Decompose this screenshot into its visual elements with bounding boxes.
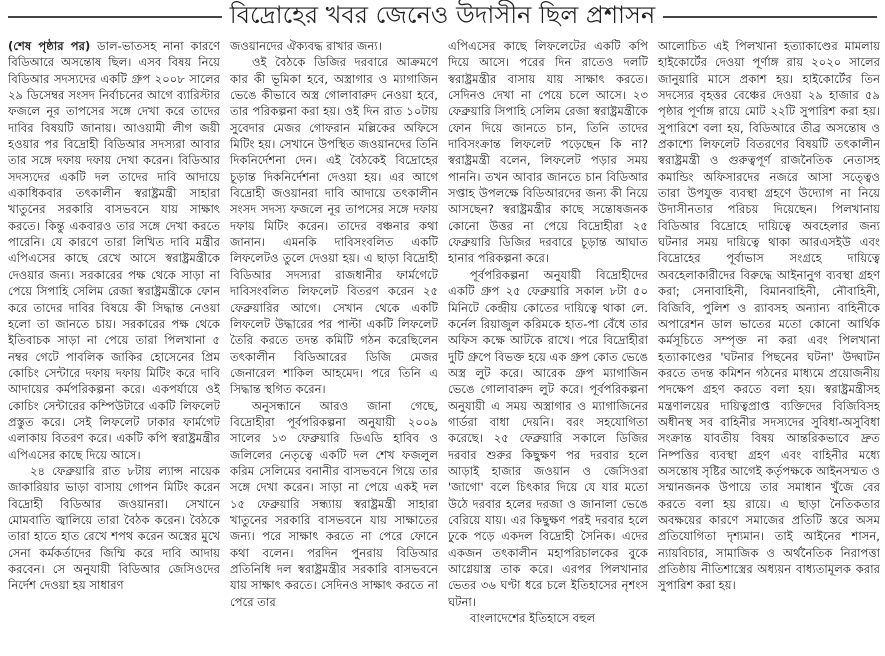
paragraph: জওয়ানদের ঐক্যবদ্ধ রাখার জন্য। bbox=[230, 39, 382, 53]
article-column-4 bbox=[658, 38, 880, 650]
paragraph: পূর্বপরিকল্পনা অনুযায়ী বিদ্রোহীদের একটি গ্রুপ ২৫ ফেব্রুয়ারি সকাল ৮টা ৫০ মিনিটে কেন্দ্রীয় কোতের দায়িত্বে থাকা লে. কর্নেল রিয়াজুল করিমকে হাত-পা বেঁধে তার অফিস কক্ষে আটকে রাখে। পরে বিদ্রোহীরা দুটি গ্রুপে বিভক্ত হয়ে এক গ্রুপ কোত ভেঙে অস্ত্র লুট করে। আরেক গ্রুপ ম্যাগাজিন ভেঙে গোলাবারুদ লুট করে। পূর্বপরিকল্পনা অনুযায়ী এ সময় অস্ত্রাগার ও ম্যাগাজিনের গার্ডরা বাধা দেয়নি। বরং সহযোগিতা করেছে। ২৫ ফেব্রুয়ারি সকালে ডিজির দরবার শুরুর কিছুক্ষণ পর দরবার হলে আড়াই হাজার জওয়ান ও জেসিওরা 'জাগো' বলে চিৎকার দিয়ে যে যার মতো উঠে দরবার হলের দরজা ও জানালা ভেঙে বেরিয়ে যায়। এর কিছুক্ষণ পরই দরবার হলে ঢুকে পড়ে একদল বিদ্রোহী সৈনিক। এদের একজন তৎকালীন মহাপরিচালকের বুকে আগ্নেয়াস্ত্র তাক করে। এরপর পিলখানার ভেতর ৩৬ ঘণ্টা ধরে চলে ইতিহাসের নৃশংস ঘটনা। bbox=[448, 267, 648, 609]
paragraph: বাংলাদেশের ইতিহাসে বহুল bbox=[470, 611, 596, 626]
paragraph: এপিএসের কাছে লিফলেটের একটি কপি দিয়ে আসে। পরের দিন রাতেও দলটি স্বরাষ্ট্রমন্ত্রীর বাসায় যায় সাক্ষাৎ করতে। সেদিনও দেখা না পেয়ে চলে আসে। ২৩ ফেব্রুয়ারি সিপাহি সেলিম রেজা স্বরাষ্ট্রমন্ত্রীকে ফোন দিয়ে জানতে চান, তিনি তাদের দাবিসংক্রান্ত লিফলেট পড়েছেন কি না? স্বরাষ্ট্রমন্ত্রী বলেন, লিফলেট পড়ার সময় পাননি। তখন আবার জানতে চান বিডিআর সপ্তাহ উপলক্ষে বিডিআরদের জন্য কী নিয়ে আসছেন? স্বরাষ্ট্রমন্ত্রীর কাছে সন্তোষজনক কোনো উত্তর না পেয়ে বিদ্রোহীরা ২৫ ফেব্রুয়ারি ডিজির দরবারে চূড়ান্ত আঘাত হানার পরিকল্পনা করে। bbox=[448, 39, 648, 266]
article-column-2 bbox=[230, 38, 438, 650]
article-body bbox=[8, 38, 880, 650]
headline-bar bbox=[0, 0, 885, 34]
headline-rule-left bbox=[8, 16, 222, 18]
article-column-3 bbox=[448, 38, 648, 650]
paragraph: অনুসন্ধানে আরও জানা গেছে, বিদ্রোহীরা পূর্বপরিকল্পনা অনুযায়ী ২০০৯ সালের ১৩ ফেব্রুয়ারি ডিএডি হাবিব ও জলিলের নেতৃত্বে একটি দল শেখ ফজলুল করিম সেলিমের বনানীর বাসভবনে গিয়ে তার সঙ্গে দেখা করেন। সাড়া না পেয়ে একই দল ১৫ ফেব্রুয়ারি সন্ধ্যায় স্বরাষ্ট্রমন্ত্রী সাহারা খাতুনের সরকারি বাসভবনে যায় সাক্ষাতের জন্য। পরে সাক্ষাৎ করতে না পেরে ফোনে কথা বলেন। পরদিন পুনরায় বিডিআর প্রতিনিধি দল স্বরাষ্ট্রমন্ত্রীর সরকারি বাসভবনে যায় সাক্ষাৎ করতে। সেদিনও সাক্ষাৎ করতে না পেরে তার bbox=[230, 398, 438, 609]
paragraph: ২৪ ফেব্রুয়ারি রাত ৮টায় ল্যান্স নায়েক জাকারিয়ার ভাড়া বাসায় গোপন মিটিং করেন বিদ্রোহী বিডিআর জওয়ানরা। সেখানে মোমবাতি জ্বালিয়ে তারা বৈঠক করেন। বৈঠকে তারা হাতে হাত রেখে শপথ করেন অস্ত্রের মুখে সেনা কর্মকর্তাদের জিম্মি করে দাবি আদায় করবেন। সে অনুযায়ী বিডিআর জেসিওদের নির্দেশ দেওয়া হয় সাধারণ bbox=[8, 463, 220, 593]
article-headline: বিদ্রোহের খবর জেনেও উদাসীন ছিল প্রশাসন bbox=[229, 1, 656, 29]
paragraph: ওই বৈঠকে ডিজির দরবারে আক্রমণে কার কী ভূমিকা হবে, অস্ত্রাগার ও ম্যাগাজিন ভেঙে কীভাবে অস্ত্র গোলাবারুদ নেওয়া হবে, তার পরিকল্পনা করা হয়। ওই দিন রাত ১০টায় সুবেদার মেজর গোফরান মল্লিকের অফিসে মিটিং হয়। সেখানে উপস্থিত জওয়ানদের তিনি দিকনির্দেশনা দেন। এই বৈঠকেই বিদ্রোহের চূড়ান্ত দিকনির্দেশনা দেওয়া হয়। এর আগে বিদ্রোহী জওয়ানরা দাবি আদায়ে তৎকালীন সংসদ সদস্য ফজলে নূর তাপসের সঙ্গে দফায় দফায় মিটিং করেন। তাদের বঞ্চনার কথা জানান। এমনকি দাবিসংবলিত একটি লিফলেটও তুলে দেওয়া হয়। এ ছাড়া বিদ্রোহী বিডিআর সদস্যরা রাজধানীর ফার্মগেটে দাবিসংবলিত লিফলেট বিতরণ করেন ২৫ ফেব্রুয়ারির আগে। সেখান থেকে একটি লিফলেট উদ্ধারের পর পাল্টা একটি লিফলেট তৈরি করতে তদন্ত কমিটি গঠন করেছিলেন তৎকালীন বিডিআরের ডিজি মেজর জেনারেল শাকিল আহমেদ। পরে তিনি এ সিদ্ধান্ত স্থগিত করেন। bbox=[230, 55, 438, 397]
headline-rule-right bbox=[663, 16, 877, 18]
paragraph bbox=[8, 38, 220, 463]
paragraph: আলোচিত এই পিলখানা হত্যাকাণ্ডের মামলায় হাইকোর্টের দেওয়া পূর্ণাঙ্গ রায় ২০২০ সালের জানুয়ারি মাসে প্রকাশ হয়। হাইকোর্টের তিন সদস্যের বৃহত্তর বেঞ্চের দেওয়া ২৯ হাজার ৫৯ পৃষ্ঠার পূর্ণাঙ্গ রায়ে মোট ২২টি সুপারিশ করা হয়। সুপারিশে বলা হয়, বিডিআরে তীব্র অসন্তোষ ও প্রকাশ্যে লিফলেট বিতরণের বিষয়টি তৎকালীন স্বরাষ্ট্রমন্ত্রী ও গুরুত্বপূর্ণ রাজনৈতিক নেতাসহ কমান্ডিং অফিসারদের নজরে আসা সত্ত্বেও তারা উপযুক্ত ব্যবস্থা গ্রহণে উদ্যোগ না নিয়ে উদাসীনতার পরিচয় দিয়েছেন। পিলখানায় বিডিআর বিদ্রোহে দায়িত্বে অবহেলার জন্য ঘটনার সময় দায়িত্বে থাকা আরএসইউ এবং বিদ্রোহের পূর্বাভাস সংগ্রহে দায়িত্বে অবহেলাকারীদের বিরুদ্ধে আইনানুগ ব্যবস্থা গ্রহণ করা; সেনাবাহিনী, বিমানবাহিনী, নৌবাহিনী, বিজিবি, পুলিশ ও র‍্যাবসহ অন্যান্য বাহিনীকে অপারেশন ডাল ভাতের মতো কোনো আর্থিক কর্মসূচিতে সম্পৃক্ত না করা এবং পিলখানা হত্যাকাণ্ডের 'ঘটনার পিছনের ঘটনা' উদ্ঘাটন করতে তদন্ত কমিশন গঠনের মাধ্যমে প্রয়োজনীয় পদক্ষেপ গ্রহণ করতে বলা হয়। স্বরাষ্ট্রমন্ত্রীসহ মন্ত্রণালয়ের দায়িত্বপ্রাপ্ত ব্যক্তিদের বিজিবিসহ অধীনস্থ সব বাহিনীর সদস্যদের সুবিধা-অসুবিধা সংক্রান্ত যাবতীয় বিষয় আন্তরিকভাবে দ্রুত নিষ্পত্তির ব্যবস্থা গ্রহণ এবং বাহিনীর মধ্যে অসন্তোষ সৃষ্টির আগেই কর্তৃপক্ষকে আইনসম্মত ও সম্মানজনক উপায়ে তার সমাধান খুঁজে বের করতে বলা হয় রায়ে। এ ছাড়া নৈতিকতার অবক্ষয়ের কারণে সমাজের প্রতিটি স্তরে অসম প্রতিযোগিতা দৃশ্যমান। তাই আইনের শাসন, ন্যায়বিচার, সামাজিক ও অর্থনৈতিক নিরাপত্তা প্রতিষ্ঠায় নীতিশাস্ত্রের অধ্যয়ন বাধ্যতামূলক করার সুপারিশ করা হয়। bbox=[658, 39, 880, 593]
paragraph-text: ডাল-ভাতসহ নানা কারণে বিডিআরে অসন্তোষ ছিল। এসব বিষয় নিয়ে বিডিআর সদস্যদের একটি গ্রুপ ২০০৮ সালের ২৯ ডিসেম্বর সংসদ নির্বাচনের আগে ব্যারিস্টার ফজলে নূর তাপসের সঙ্গে দেখা করে তাদের দাবির বিষয়টি জানায়। আওয়ামী লীগ জয়ী হওয়ার পর বিদ্রোহী বিডিআর সদস্যরা আবার তার সঙ্গে দফায় দফায় দেখা করেন। বিডিআর সদস্যদের একটি দল তাদের দাবি আদায়ে একাধিকবার তৎকালীন স্বরাষ্ট্রমন্ত্রী সাহারা খাতুনের সরকারি বাসভবনে যায় সাক্ষাৎ করতে। কিন্তু একবারও তার সঙ্গে দেখা করতে পারেনি। যে কারণে তারা লিখিত দাবি মন্ত্রীর এপিএসের কাছে রেখে আসে স্বরাষ্ট্রমন্ত্রীকে দেওয়ার জন্য। সরকারের পক্ষ থেকে সাড়া না পেয়ে সিপাহি সেলিম রেজা স্বরাষ্ট্রমন্ত্রীকে ফোন করে তাদের দাবির বিষয়ে কী সিদ্ধান্ত নেওয়া হলো তা জানতে চায়। সরকারের পক্ষ থেকে ইতিবাচক সাড়া না পেয়ে তারা পিলখানা ৫ নম্বর গেটে পাবলিক জাকির হোসেনের প্রিম কোচিং সেন্টারে দফায় দফায় মিটিং করে দাবি আদায়ের কর্মপরিকল্পনা করে। একপর্যায়ে ওই কোচিং সেন্টারের কম্পিউটারে একটি লিফলেট প্রস্তুত করে। সেই লিফলেট ঢাকার ফার্মগেট এলাকায় বিতরণ করে। একটি কপি স্বরাষ্ট্রমন্ত্রীর এপিএসের কাছে দিয়ে আসে। bbox=[8, 39, 220, 462]
article-column-1 bbox=[8, 38, 220, 650]
continuation-lead: (শেষ পৃষ্ঠার পর) bbox=[8, 39, 91, 53]
